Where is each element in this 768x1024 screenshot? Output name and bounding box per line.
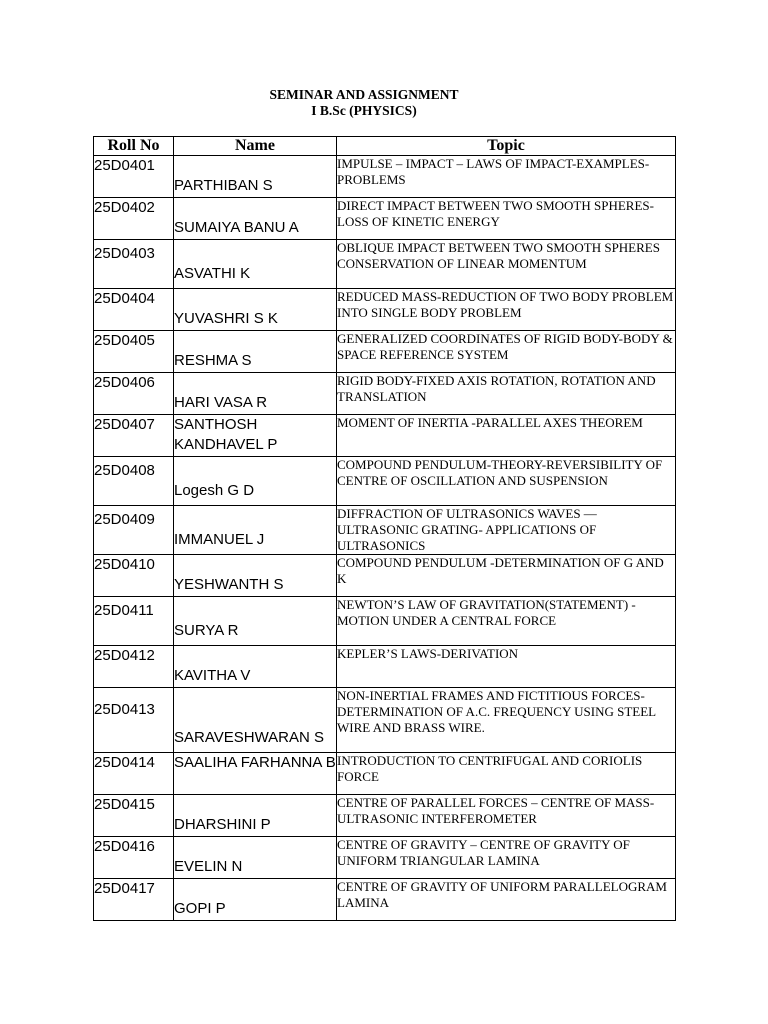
name-cell — [174, 198, 337, 240]
name-cell — [174, 879, 337, 921]
roll-no: 25D0414 — [94, 754, 155, 771]
name-cell — [174, 688, 337, 753]
roll-no-cell — [94, 198, 174, 240]
table-row — [94, 879, 676, 921]
roll-no: 25D0417 — [94, 880, 155, 897]
roll-no: 25D0408 — [94, 462, 155, 479]
topic-cell: KEPLER’S LAWS-DERIVATION — [337, 646, 676, 688]
topic-cell: DIFFRACTION OF ULTRASONICS WAVES — ULTRASONIC GRATING- APPLICATIONS OF ULTRASONICS — [337, 506, 676, 555]
roll-no: 25D0416 — [94, 838, 155, 855]
name-cell — [174, 415, 337, 457]
roll-no-cell — [94, 415, 174, 457]
roll-no-cell — [94, 156, 174, 198]
student-name: ASVATHI K — [174, 265, 251, 282]
name-cell — [174, 506, 337, 555]
roll-no-cell — [94, 289, 174, 331]
roll-no-cell — [94, 879, 174, 921]
roster-table — [93, 136, 676, 921]
student-name: SURYA R — [174, 622, 239, 639]
document-title: SEMINAR AND ASSIGNMENT — [269, 87, 459, 102]
table-row — [94, 289, 676, 331]
roll-no-cell — [94, 373, 174, 415]
table-row — [94, 198, 676, 240]
table-row — [94, 240, 676, 289]
name-cell — [174, 795, 337, 837]
table-row — [94, 795, 676, 837]
name-cell — [174, 457, 337, 506]
student-name: SUMAIYA BANU A — [174, 219, 299, 236]
student-name: EVELIN N — [174, 858, 243, 875]
table-row — [94, 837, 676, 879]
topic-cell: REDUCED MASS-REDUCTION OF TWO BODY PROBLEM INTO SINGLE BODY PROBLEM — [337, 289, 676, 331]
roll-no-cell — [94, 795, 174, 837]
student-name: KAVITHA V — [174, 667, 251, 684]
table-header-row — [94, 137, 676, 156]
student-name: HARI VASA R — [174, 394, 268, 411]
student-name: SANTHOSH KANDHAVEL P — [174, 416, 278, 453]
roll-no: 25D0412 — [94, 647, 155, 664]
topic-cell: INTRODUCTION TO CENTRIFUGAL AND CORIOLIS FORCE — [337, 753, 676, 795]
roll-no: 25D0402 — [94, 199, 155, 216]
table-row — [94, 646, 676, 688]
roll-no: 25D0415 — [94, 796, 155, 813]
name-cell — [174, 373, 337, 415]
topic-cell: OBLIQUE IMPACT BETWEEN TWO SMOOTH SPHERES CONSERVATION OF LINEAR MOMENTUM — [337, 240, 676, 289]
table-row — [94, 506, 676, 555]
table-row — [94, 457, 676, 506]
table-row — [94, 753, 676, 795]
roll-no: 25D0409 — [94, 511, 155, 528]
roll-no: 25D0405 — [94, 332, 155, 349]
name-cell — [174, 289, 337, 331]
topic-cell: NON-INERTIAL FRAMES AND FICTITIOUS FORCES- DETERMINATION OF A.C. FREQUENCY USING STEEL WIRE AND BRASS WIRE. — [337, 688, 676, 753]
table-row — [94, 331, 676, 373]
topic-cell: CENTRE OF GRAVITY OF UNIFORM PARALLELOGRAM LAMINA — [337, 879, 676, 921]
name-cell — [174, 331, 337, 373]
table-row — [94, 156, 676, 198]
topic-cell: RIGID BODY-FIXED AXIS ROTATION, ROTATION AND TRANSLATION — [337, 373, 676, 415]
student-name: GOPI P — [174, 900, 226, 917]
student-name: RESHMA S — [174, 352, 252, 369]
name-cell — [174, 646, 337, 688]
roll-no: 25D0413 — [94, 701, 155, 718]
topic-cell: COMPOUND PENDULUM-THEORY-REVERSIBILITY OF CENTRE OF OSCILLATION AND SUSPENSION — [337, 457, 676, 506]
table-row — [94, 597, 676, 646]
roll-no-cell — [94, 837, 174, 879]
student-name: IMMANUEL J — [174, 531, 265, 548]
name-cell — [174, 240, 337, 289]
student-name: SAALIHA FARHANNA B — [174, 754, 336, 771]
topic-cell: CENTRE OF GRAVITY – CENTRE OF GRAVITY OF UNIFORM TRIANGULAR LAMINA — [337, 837, 676, 879]
roll-no: 25D0411 — [94, 602, 154, 619]
topic-cell: COMPOUND PENDULUM -DETERMINATION OF G AND K — [337, 555, 676, 597]
table-row — [94, 373, 676, 415]
student-name: PARTHIBAN S — [174, 177, 273, 194]
document-subtitle: I B.Sc (PHYSICS) — [311, 103, 417, 118]
roll-no-cell — [94, 331, 174, 373]
name-cell — [174, 837, 337, 879]
topic-cell: MOMENT OF INERTIA -PARALLEL AXES THEOREM — [337, 415, 676, 457]
roll-no-cell — [94, 688, 174, 753]
table-row — [94, 415, 676, 457]
roll-no-cell — [94, 555, 174, 597]
column-header-name: Name — [174, 137, 337, 156]
roll-no-cell — [94, 506, 174, 555]
name-cell — [174, 156, 337, 198]
roll-no-cell — [94, 753, 174, 795]
roll-no-cell — [94, 457, 174, 506]
roll-no-cell — [94, 646, 174, 688]
topic-cell: CENTRE OF PARALLEL FORCES – CENTRE OF MASS- ULTRASONIC INTERFEROMETER — [337, 795, 676, 837]
student-name: YESHWANTH S — [174, 576, 284, 593]
topic-cell: IMPULSE – IMPACT – LAWS OF IMPACT-EXAMPLES-PROBLEMS — [337, 156, 676, 198]
column-header-roll-no: Roll No — [94, 137, 174, 156]
roll-no: 25D0410 — [94, 556, 155, 573]
roll-no: 25D0401 — [94, 157, 155, 174]
name-cell — [174, 555, 337, 597]
student-name: YUVASHRI S K — [174, 310, 278, 327]
roll-no: 25D0407 — [94, 416, 155, 433]
student-name: DHARSHINI P — [174, 816, 271, 833]
roll-no-cell — [94, 240, 174, 289]
table-row — [94, 555, 676, 597]
name-cell — [174, 753, 337, 795]
roster-body — [94, 156, 676, 921]
topic-cell: NEWTON’S LAW OF GRAVITATION(STATEMENT) -MOTION UNDER A CENTRAL FORCE — [337, 597, 676, 646]
roll-no-cell — [94, 597, 174, 646]
student-name: Logesh G D — [174, 482, 255, 499]
roll-no: 25D0404 — [94, 290, 155, 307]
column-header-topic: Topic — [337, 137, 676, 156]
topic-cell: GENERALIZED COORDINATES OF RIGID BODY-BODY & SPACE REFERENCE SYSTEM — [337, 331, 676, 373]
name-cell — [174, 597, 337, 646]
topic-cell: DIRECT IMPACT BETWEEN TWO SMOOTH SPHERES- LOSS OF KINETIC ENERGY — [337, 198, 676, 240]
roll-no: 25D0406 — [94, 374, 155, 391]
student-name: SARAVESHWARAN S — [174, 729, 325, 746]
roll-no: 25D0403 — [94, 245, 155, 262]
table-row — [94, 688, 676, 753]
